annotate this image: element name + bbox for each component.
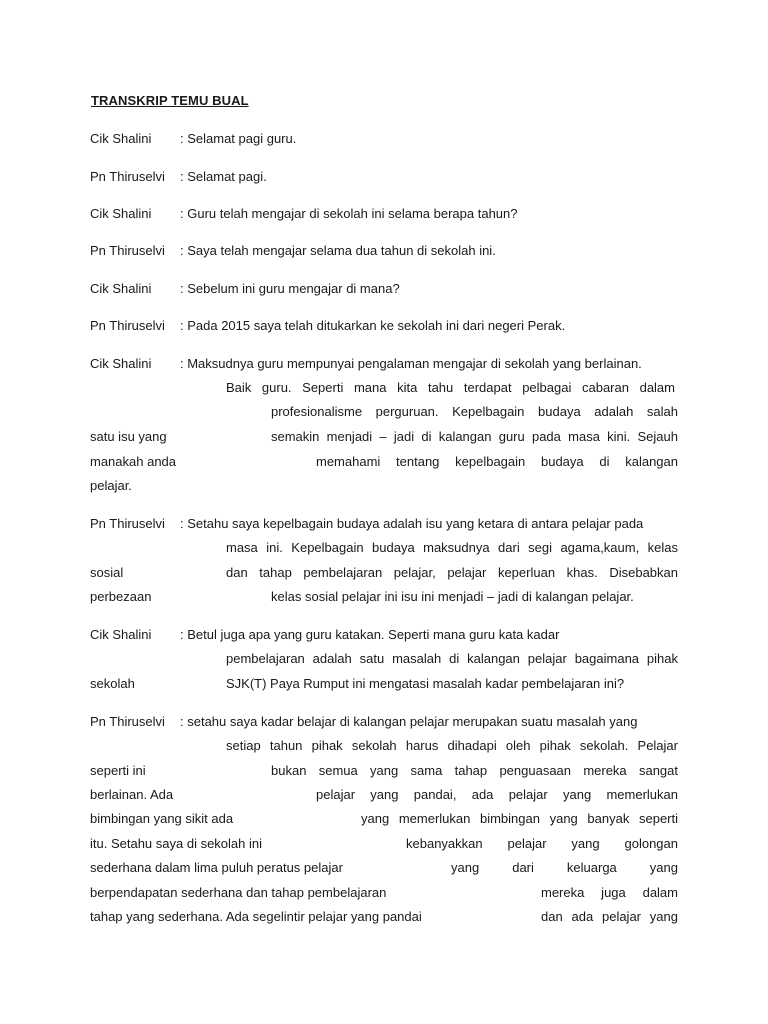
dialogue-line: berpendapatan sederhana dan tahap pembelajaran — [90, 885, 387, 900]
speaker-label: Cik Shalini — [90, 627, 152, 642]
speaker-label: Pn Thiruselvi — [90, 318, 165, 333]
dialogue-line: semakin menjadi – jadi di kalangan guru pada masa kini. Sejauh — [271, 429, 678, 444]
speaker-label: Cik Shalini — [90, 131, 152, 146]
document-title: TRANSKRIP TEMU BUAL — [91, 93, 249, 108]
dialogue-line: berlainan. Ada — [90, 787, 174, 802]
dialogue-line: kebanyakkan pelajar yang golongan — [406, 836, 678, 851]
dialogue-line: dan ada pelajar yang — [541, 909, 678, 924]
dialogue-line: setiap tahun pihak sekolah harus dihadapi oleh pihak sekolah. Pelajar — [226, 738, 678, 753]
dialogue-line: : Maksudnya guru mempunyai pengalaman mengajar di sekolah yang berlainan. — [180, 356, 642, 371]
dialogue-line: satu isu yang — [90, 429, 167, 444]
dialogue-line: manakah anda — [90, 454, 177, 469]
speaker-label: Cik Shalini — [90, 356, 152, 371]
speaker-label: Pn Thiruselvi — [90, 714, 165, 729]
speaker-label: Cik Shalini — [90, 281, 152, 296]
dialogue-line: pelajar yang pandai, ada pelajar yang memerlukan — [316, 787, 678, 802]
dialogue-line: itu. Setahu saya di sekolah ini — [90, 836, 262, 851]
dialogue-line: bimbingan yang sikit ada — [90, 811, 234, 826]
speaker-label: Cik Shalini — [90, 206, 152, 221]
dialogue-line: perbezaan — [90, 589, 152, 604]
dialogue-line: pelajar. — [90, 478, 132, 493]
dialogue-line: : Betul juga apa yang guru katakan. Seperti mana guru kata kadar — [180, 627, 560, 642]
dialogue-line: mereka juga dalam — [541, 885, 678, 900]
dialogue-line: bukan semua yang sama tahap penguasaan mereka sangat — [271, 763, 678, 778]
dialogue-line: tahap yang sederhana. Ada segelintir pelajar yang pandai — [90, 909, 422, 924]
dialogue-line: sederhana dalam lima puluh peratus pelajar — [90, 860, 343, 875]
dialogue-line: : Guru telah mengajar di sekolah ini selama berapa tahun? — [180, 206, 518, 221]
dialogue-line: : Pada 2015 saya telah ditukarkan ke sekolah ini dari negeri Perak. — [180, 318, 566, 333]
dialogue-line: : Selamat pagi guru. — [180, 131, 297, 146]
dialogue-line: seperti ini — [90, 763, 146, 778]
dialogue-line: masa ini. Kepelbagain budaya maksudnya dari segi agama,kaum, kelas — [226, 540, 678, 555]
dialogue-line: pembelajaran adalah satu masalah di kalangan pelajar bagaimana pihak — [226, 651, 678, 666]
dialogue-line: yang dari keluarga yang — [451, 860, 678, 875]
speaker-label: Pn Thiruselvi — [90, 169, 165, 184]
dialogue-line: : setahu saya kadar belajar di kalangan pelajar merupakan suatu masalah yang — [180, 714, 638, 729]
dialogue-line: sosial — [90, 565, 124, 580]
speaker-label: Pn Thiruselvi — [90, 516, 165, 531]
dialogue-line: Baik guru. Seperti mana kita tahu terdapat pelbagai cabaran dalam — [226, 380, 675, 395]
dialogue-line: : Sebelum ini guru mengajar di mana? — [180, 281, 400, 296]
dialogue-line: profesionalisme perguruan. Kepelbagain budaya adalah salah — [271, 404, 678, 419]
dialogue-line: kelas sosial pelajar ini isu ini menjadi – jadi di kalangan pelajar. — [271, 589, 634, 604]
dialogue-line: yang memerlukan bimbingan yang banyak seperti — [361, 811, 678, 826]
dialogue-line: : Saya telah mengajar selama dua tahun di sekolah ini. — [180, 243, 496, 258]
dialogue-line: : Selamat pagi. — [180, 169, 267, 184]
dialogue-line: dan tahap pembelajaran pelajar, pelajar keperluan khas. Disebabkan — [226, 565, 678, 580]
dialogue-line: sekolah — [90, 676, 135, 691]
dialogue-line: memahami tentang kepelbagain budaya di kalangan — [316, 454, 678, 469]
dialogue-line: : Setahu saya kepelbagain budaya adalah isu yang ketara di antara pelajar pada — [180, 516, 644, 531]
speaker-label: Pn Thiruselvi — [90, 243, 165, 258]
dialogue-line: SJK(T) Paya Rumput ini mengatasi masalah kadar pembelajaran ini? — [226, 676, 625, 691]
